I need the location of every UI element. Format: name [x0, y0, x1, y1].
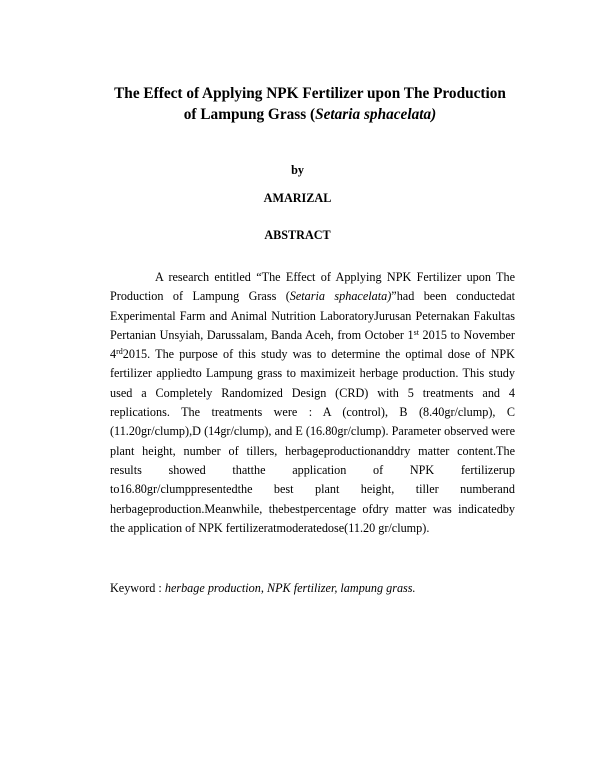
- title-line-2-prefix: of Lampung Grass (: [183, 106, 316, 123]
- author-name: AMARIZAL: [263, 191, 332, 205]
- title-line-1: The Effect of Applying NPK Fertilizer upon The Production: [114, 85, 506, 102]
- abstract-text-2: ”had been conductedat Experimental Farm and Animal Nutrition LaboratoryJurusan Peternakan Fakultas Pertanian Unsyiah, Darussalam, Banda Aceh, from October 1: [110, 289, 515, 342]
- abstract-text-4: 2015. The purpose of this study was to determine the optimal dose of NPK fertilizer appliedto Lampung grass to maximizeit herbage production. This study used a Completely Randomized Design (CRD) with 5 treatments and 4 replications. The treatments were : A (control), B (8.40gr/clump), C (11.20gr/clump),D (14gr/clump), and E (16.80gr/clump). Parameter observed were plant height, number of tillers, herbageproductionanddry matter content.The results showed thatthe application of NPK fertilizerup to16.80gr/clumppresentedthe best plant height, tiller numberand herbageproduction.Meanwhile, thebestpercentage ofdry matter was indicatedby the application of NPK fertilizeratmoderatedose(11.20 gr/clump).: [110, 347, 515, 535]
- ordinal-superscript-1: st: [413, 327, 419, 337]
- by-label: by: [291, 163, 304, 177]
- ordinal-superscript-2: rd: [116, 347, 123, 357]
- abstract-heading: ABSTRACT: [264, 228, 331, 242]
- abstract-body: [110, 268, 515, 538]
- keyword-terms: herbage production, NPK fertilizer, lampung grass.: [164, 581, 416, 595]
- abstract-text-1: A research entitled “The Effect of Applying NPK Fertilizer upon The Production of Lampung Grass (: [110, 270, 515, 304]
- abstract-scientific-name: Setaria sphacelata): [289, 289, 392, 304]
- keywords: [110, 581, 416, 596]
- abstract-text-3: 2015 to November 4: [110, 327, 515, 362]
- title-scientific-name: Setaria sphacelata): [315, 106, 437, 123]
- paper-title: [100, 83, 520, 125]
- keyword-label: Keyword :: [110, 581, 165, 595]
